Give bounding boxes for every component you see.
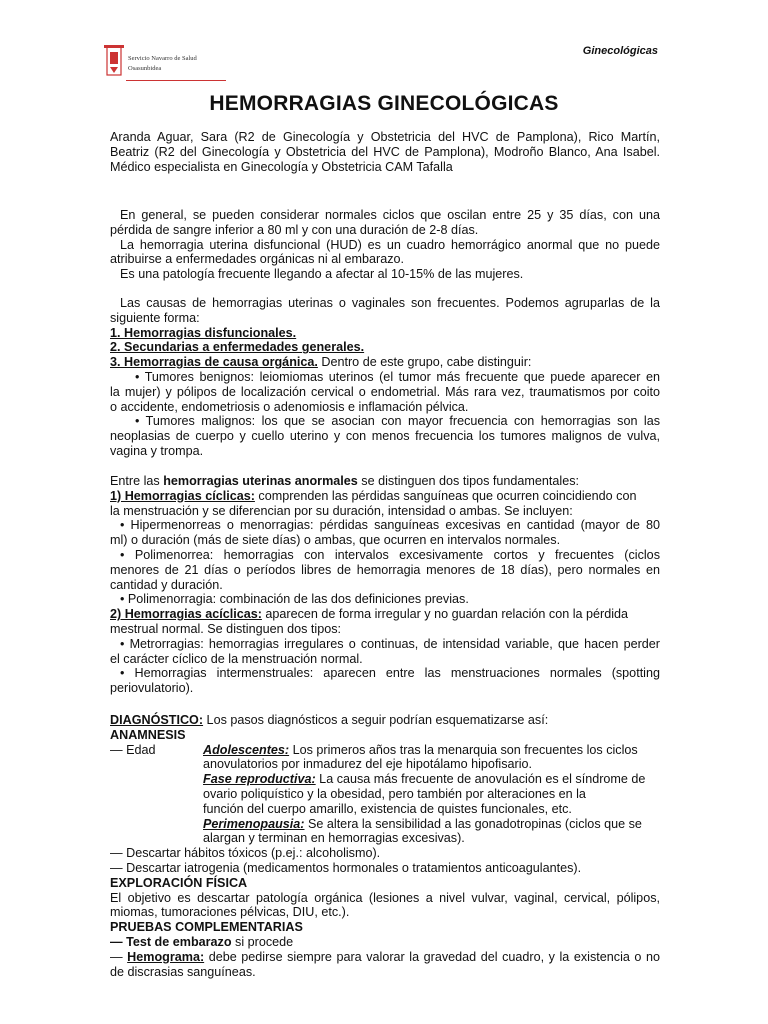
cyclic-text: comprenden las pérdidas sanguíneas que ocurren coincidiendo con: [254, 488, 637, 503]
authors-line: Beatriz (R2 del Ginecología y Obstetricia del HVC de Pamplona), Modroño Blanco, Ana Isabel.: [110, 144, 660, 159]
intro: [110, 208, 660, 282]
benign-line: o accidente, endometriosis o adenomiosis e inflamación pélvica.: [110, 399, 469, 414]
fase-label: Fase reproductiva:: [203, 772, 316, 787]
metro-line: el carácter cíclico de la menstruación normal.: [110, 651, 363, 666]
intro-line: atribuirse a enfermedades orgánicas ni al embarazo.: [110, 252, 405, 267]
toxic-line: — Descartar hábitos tóxicos (p.ej.: alcoholismo).: [110, 846, 381, 861]
abnormal-lead-bold: hemorragias uterinas anormales: [163, 474, 358, 488]
poli-line: menores de 21 días o períodos libres de hemorragia menores de 18 días), pero normales en: [110, 562, 660, 577]
anamnesis-heading: ANAMNESIS: [110, 727, 186, 742]
benign-line: la mujer) y pólipos de localización cervical o endometrial. Más rara vez, traumatismos por coito: [110, 384, 660, 399]
edad-label: — Edad: [110, 742, 156, 757]
exploracion-text: El objetivo es descartar patología orgánica (lesiones a nivel vulvar, vaginal, cervical, pólipos,: [110, 890, 660, 905]
cyclic-label: 1) Hemorragias cíclicas:: [110, 488, 255, 503]
causes-section: [110, 296, 660, 459]
diagnosis-label: DIAGNÓSTICO:: [110, 713, 204, 727]
abnormal-lead: Entre las: [110, 474, 164, 488]
iatro-line: — Descartar iatrogenia (medicamentos hormonales o tratamientos anticoagulantes).: [110, 860, 582, 875]
acyclic-text: aparecen de forma irregular y no guardan relación con la pérdida: [261, 607, 629, 622]
hemograma-text: debe pedirse siempre para valorar la gravedad del cuadro, y la existencia o no: [204, 949, 660, 964]
inter-line: periovulatorio).: [110, 681, 194, 696]
acyclic-text: mestrual normal. Se distinguen dos tipos:: [110, 621, 342, 636]
poli-line: • Polimenorrea: hemorragias con intervalos excesivamente cortos y frecuentes (ciclos: [120, 547, 660, 562]
metro-line: • Metrorragias: hemorragias irregulares o continuas, de intensidad variable, que hacen perder: [120, 636, 660, 651]
perimenopausia-label: Perimenopausia:: [203, 816, 305, 831]
polimeno-line: • Polimenorragia: combinación de las dos definiciones previas.: [120, 592, 469, 607]
cause-item-2: 2. Secundarias a enfermedades generales.: [110, 340, 365, 355]
diagnosis-section: [110, 713, 660, 979]
cause-item-1: 1. Hemorragias disfuncionales.: [110, 325, 297, 340]
intro-line: Es una patología frecuente llegando a afectar al 10-15% de las mujeres.: [120, 267, 524, 282]
diagnosis-intro: Los pasos diagnósticos a seguir podrían esquematizarse así:: [203, 713, 549, 727]
exploracion-heading: EXPLORACIÓN FÍSICA: [110, 875, 248, 890]
poli-line: cantidad y duración.: [110, 577, 223, 592]
test-text: si procede: [231, 934, 294, 949]
hiper-line: ml) o duración (más de siete días) o ambas, que ocurren en intervalos normales.: [110, 533, 561, 548]
authors: [110, 130, 660, 174]
perimenopausia-text: Se altera la sensibilidad a las gonadotropinas (ciclos que se: [304, 816, 642, 831]
authors-line: Médico especialista en Ginecología y Obstetricia CAM Tafalla: [110, 159, 453, 174]
section-label: Ginecológicas: [582, 45, 658, 57]
hemograma-dash: —: [110, 949, 128, 964]
malign-line: • Tumores malignos: los que se asocian con mayor frecuencia con hemorragias son las: [135, 414, 660, 429]
exploracion-text: miomas, tumoraciones pélvicas, DIU, etc.).: [110, 905, 350, 920]
logo-divider: [126, 80, 226, 81]
hemograma-label: Hemograma:: [127, 949, 205, 964]
pruebas-heading: PRUEBAS COMPLEMENTARIAS: [110, 920, 303, 935]
test-label: — Test de embarazo: [110, 934, 232, 949]
cyclic-text: la menstruación y se diferencian por su duración, intensidad o ambas. Se incluyen:: [110, 503, 573, 518]
logo-text-line1: Servicio Navarro de Salud: [128, 55, 197, 62]
page-title: HEMORRAGIAS GINECOLÓGICAS: [209, 92, 559, 115]
fase-text: ovario poliquístico y la obesidad, pero también por alteraciones en la: [203, 786, 586, 801]
cause-item-3-text: Dentro de este grupo, cabe distinguir:: [317, 355, 532, 370]
logo-text-line2: Osasunbidea: [128, 65, 162, 72]
hemograma-text: de discrasias sanguíneas.: [110, 964, 256, 979]
abnormal-lead-rest: se distinguen dos tipos fundamentales:: [357, 474, 580, 488]
logo: [104, 43, 228, 85]
causes-intro: siguiente forma:: [110, 310, 200, 325]
adolescentes-text: Los primeros años tras la menarquia son frecuentes los ciclos: [289, 742, 638, 757]
hiper-line: • Hipermenorreas o menorragias: pérdidas sanguíneas excesivas en cantidad (mayor de 80: [120, 518, 660, 533]
malign-line: neoplasias de cuerpo y cuello uterino y con menos frecuencia los tumores malignos de vulva,: [110, 429, 660, 444]
perimenopausia-text: alargan y terminan en hemorragias excesivas).: [203, 831, 465, 846]
malign-line: vagina y trompa.: [110, 443, 204, 458]
intro-line: La hemorragia uterina disfuncional (HUD) es un cuadro hemorrágico anormal que no puede: [120, 237, 660, 252]
acyclic-label: 2) Hemorragias acíclicas:: [110, 607, 262, 622]
fase-text: función del cuerpo amarillo, existencia de quistes funcionales, etc.: [203, 801, 572, 816]
causes-intro: Las causas de hemorragias uterinas o vaginales son frecuentes. Podemos agruparlas de la: [120, 296, 660, 310]
abnormal-section: [110, 474, 660, 696]
intro-line: pérdida de sangre inferior a 80 ml y con una duración de 2-8 días.: [110, 222, 479, 237]
inter-line: • Hemorragias intermenstruales: aparecen entre las menstruaciones normales (spotting: [120, 666, 660, 681]
intro-line: En general, se pueden considerar normales ciclos que oscilan entre 25 y 35 días, con una: [120, 208, 660, 222]
cause-item-3: 3. Hemorragias de causa orgánica.: [110, 355, 318, 370]
coat-of-arms-icon: [104, 43, 124, 83]
authors-line: Aranda Aguar, Sara (R2 de Ginecología y Obstetricia del HVC de Pamplona), Rico Martín,: [110, 130, 660, 144]
adolescentes-text: anovulatorios por inmadurez del eje hipotálamo hipofisario.: [203, 757, 533, 772]
adolescentes-label: Adolescentes:: [203, 742, 290, 757]
benign-line: • Tumores benignos: leiomiomas uterinos (el tumor más frecuente que puede aparecer en: [135, 369, 660, 384]
fase-text: La causa más frecuente de anovulación es el síndrome de: [315, 772, 646, 787]
